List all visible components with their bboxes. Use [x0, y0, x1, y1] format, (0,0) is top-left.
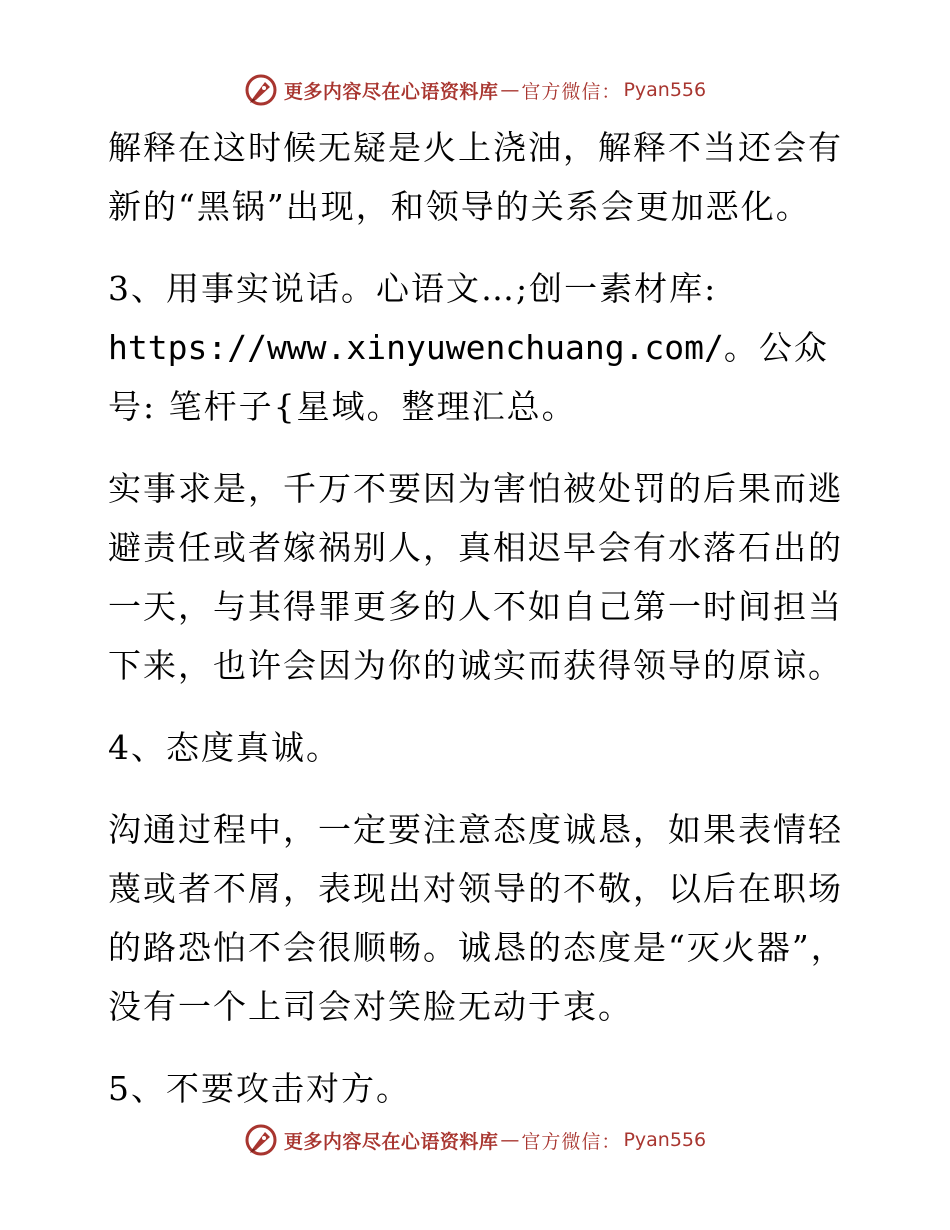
- banner-dash: —: [500, 79, 520, 101]
- pen-nib-logo-icon: [244, 73, 278, 107]
- pen-nib-logo-icon: [244, 1123, 278, 1157]
- banner-text: 更多内容尽在心语资料库: [283, 80, 499, 103]
- paragraph-3: 实事求是，千万不要因为害怕被处罚的后果而逃避责任或者嫁祸别人，真相迟早会有水落石出的一天，与其得罪更多的人不如自己第一时间担当下来，也许会因为你的诚实而获得领导的原谅。: [108, 469, 843, 685]
- banner-wechat-id: Pyan556: [623, 1129, 707, 1151]
- paragraph-2-tail: 。公众号: 笔杆子{星域。整理汇总。: [108, 328, 829, 426]
- paragraph-1: 解释在这时候无疑是火上浇油，解释不当还会有新的“黑锅”出现，和领导的关系会更加恶化。: [108, 128, 843, 226]
- banner-text: 更多内容尽在心语资料库: [283, 1130, 499, 1153]
- paragraph-5: 沟通过程中，一定要注意态度诚恳，如果表情轻蔑或者不屑，表现出对领导的不敬，以后在职场的路恐怕不会很顺畅。诚恳的态度是“灭火器”，没有一个上司会对笑脸无动于衷。: [108, 810, 846, 1026]
- source-url-link[interactable]: https://www.xinyuwenchuang.com/: [108, 328, 724, 367]
- paragraph-6-heading: 5、不要攻击对方。: [108, 1069, 411, 1108]
- banner-label: 官方微信：: [521, 80, 622, 103]
- banner-wechat-id: Pyan556: [623, 79, 707, 101]
- paragraph-2-heading: 3、用事实说话。心语文…;创一素材库:: [108, 269, 718, 308]
- footer-watermark-banner: [0, 1120, 950, 1160]
- paragraph-2: [96, 259, 856, 436]
- document-body: [96, 118, 856, 1141]
- paragraph-4-heading: 4、态度真诚。: [108, 728, 341, 767]
- banner-label: 官方微信：: [521, 1130, 622, 1153]
- header-watermark-banner: [0, 70, 950, 110]
- banner-dash: —: [500, 1129, 520, 1151]
